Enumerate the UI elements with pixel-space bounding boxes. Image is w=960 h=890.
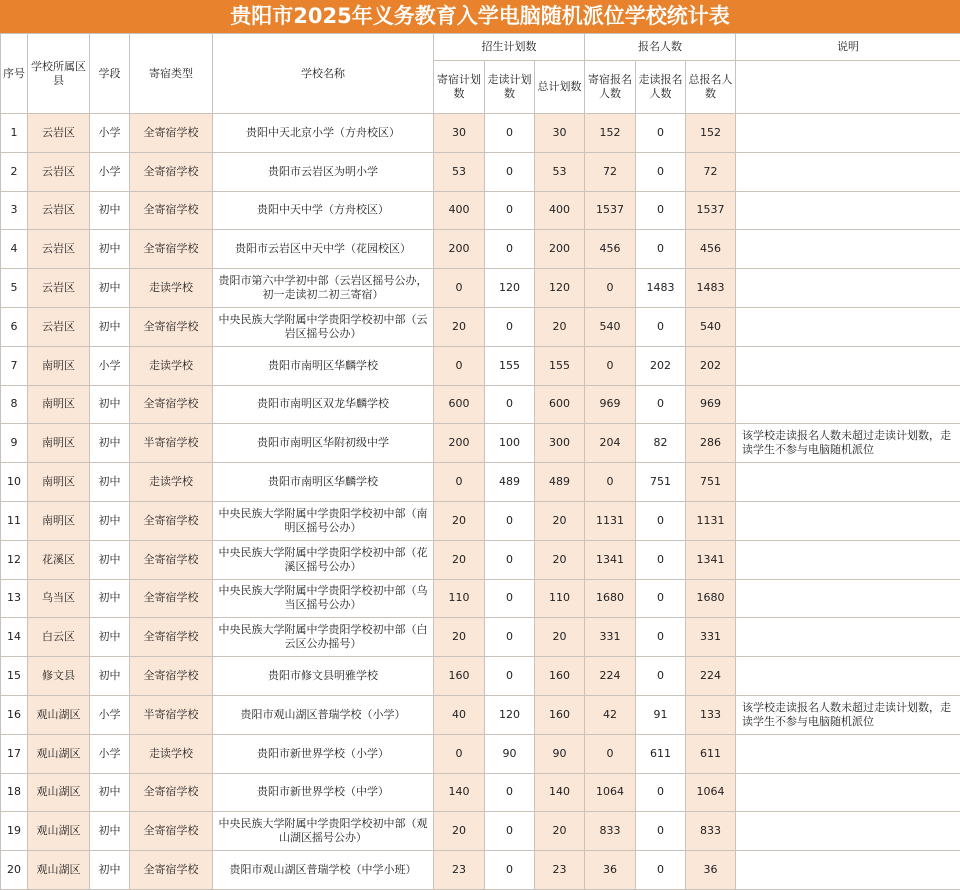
cell-plan-total: 489 [535,463,585,502]
header-seq: 序号 [1,34,28,114]
cell-note: 该学校走读报名人数未超过走读计划数，走读学生不参与电脑随机派位 [736,695,960,734]
cell-seq: 9 [1,424,28,463]
header-note-blank [736,61,960,114]
cell-reg-total: 1131 [686,501,736,540]
cell-reg-boarding: 331 [585,618,636,657]
table-row [1,424,960,463]
cell-plan-day: 0 [485,191,535,230]
cell-seq: 14 [1,618,28,657]
cell-stage: 初中 [90,501,130,540]
cell-boarding-type: 全寄宿学校 [130,230,213,269]
cell-stage: 初中 [90,385,130,424]
cell-boarding-type: 半寄宿学校 [130,695,213,734]
cell-reg-day: 0 [636,501,686,540]
cell-plan-total: 400 [535,191,585,230]
header-plan-boarding: 寄宿计划数 [434,61,485,114]
cell-reg-day: 0 [636,114,686,153]
cell-reg-day: 0 [636,385,686,424]
cell-stage: 初中 [90,463,130,502]
cell-reg-total: 611 [686,734,736,773]
cell-note [736,734,960,773]
cell-reg-boarding: 1341 [585,540,636,579]
cell-reg-total: 224 [686,657,736,696]
table-row [1,230,960,269]
cell-district: 南明区 [28,385,90,424]
cell-reg-boarding: 36 [585,851,636,890]
cell-plan-boarding: 20 [434,618,485,657]
table-body [1,114,960,890]
cell-school-name: 中央民族大学附属中学贵阳学校初中部（花溪区摇号公办） [213,540,434,579]
cell-reg-boarding: 42 [585,695,636,734]
table-row [1,540,960,579]
cell-school-name: 贵阳市修文县明雅学校 [213,657,434,696]
cell-reg-day: 91 [636,695,686,734]
cell-plan-boarding: 20 [434,540,485,579]
cell-boarding-type: 全寄宿学校 [130,657,213,696]
cell-school-name: 贵阳市新世界学校（中学） [213,773,434,812]
cell-note [736,501,960,540]
cell-reg-day: 0 [636,579,686,618]
cell-plan-day: 0 [485,114,535,153]
cell-plan-boarding: 53 [434,152,485,191]
cell-district: 白云区 [28,618,90,657]
cell-reg-boarding: 224 [585,657,636,696]
cell-plan-boarding: 20 [434,501,485,540]
header-plan-day: 走读计划数 [485,61,535,114]
cell-boarding-type: 全寄宿学校 [130,851,213,890]
cell-school-name: 贵阳中天中学（方舟校区） [213,191,434,230]
cell-plan-boarding: 20 [434,812,485,851]
cell-school-name: 贵阳中天北京小学（方舟校区） [213,114,434,153]
statistics-table [0,33,960,890]
cell-note [736,851,960,890]
header-plan-total: 总计划数 [535,61,585,114]
cell-boarding-type: 全寄宿学校 [130,773,213,812]
cell-seq: 16 [1,695,28,734]
cell-school-name: 贵阳市观山湖区普瑞学校（中学小班） [213,851,434,890]
cell-plan-day: 0 [485,385,535,424]
cell-plan-day: 0 [485,618,535,657]
cell-reg-day: 611 [636,734,686,773]
cell-district: 观山湖区 [28,773,90,812]
cell-plan-boarding: 140 [434,773,485,812]
cell-reg-total: 833 [686,812,736,851]
cell-district: 南明区 [28,501,90,540]
cell-school-name: 中央民族大学附属中学贵阳学校初中部（南明区摇号公办） [213,501,434,540]
cell-district: 南明区 [28,346,90,385]
cell-school-name: 中央民族大学附属中学贵阳学校初中部（白云区公办摇号） [213,618,434,657]
cell-reg-day: 0 [636,152,686,191]
table-row [1,695,960,734]
cell-school-name: 贵阳市南明区华麟学校 [213,346,434,385]
page-title: 贵阳市2025年义务教育入学电脑随机派位学校统计表 [0,0,960,33]
cell-plan-boarding: 40 [434,695,485,734]
header-stage: 学段 [90,34,130,114]
cell-seq: 8 [1,385,28,424]
cell-reg-boarding: 1064 [585,773,636,812]
cell-plan-boarding: 600 [434,385,485,424]
header-note: 说明 [736,34,960,61]
cell-plan-boarding: 160 [434,657,485,696]
cell-reg-day: 0 [636,773,686,812]
table-row [1,812,960,851]
cell-district: 云岩区 [28,114,90,153]
cell-reg-boarding: 0 [585,734,636,773]
cell-boarding-type: 走读学校 [130,269,213,308]
cell-boarding-type: 走读学校 [130,463,213,502]
header-registration-group: 报名人数 [585,34,736,61]
cell-boarding-type: 全寄宿学校 [130,385,213,424]
cell-seq: 6 [1,307,28,346]
cell-district: 花溪区 [28,540,90,579]
cell-plan-day: 0 [485,657,535,696]
cell-reg-day: 0 [636,191,686,230]
cell-note [736,346,960,385]
cell-stage: 初中 [90,851,130,890]
cell-stage: 小学 [90,695,130,734]
cell-seq: 20 [1,851,28,890]
cell-note [736,773,960,812]
cell-plan-boarding: 110 [434,579,485,618]
table-row [1,734,960,773]
header-reg-total: 总报名人数 [686,61,736,114]
table-row [1,501,960,540]
cell-district: 云岩区 [28,230,90,269]
cell-plan-day: 155 [485,346,535,385]
table-row [1,191,960,230]
cell-plan-day: 120 [485,695,535,734]
cell-school-name: 贵阳市观山湖区普瑞学校（小学） [213,695,434,734]
cell-note [736,657,960,696]
cell-reg-boarding: 0 [585,269,636,308]
cell-note [736,812,960,851]
cell-reg-total: 152 [686,114,736,153]
cell-plan-total: 20 [535,812,585,851]
cell-school-name: 贵阳市云岩区为明小学 [213,152,434,191]
cell-stage: 小学 [90,152,130,191]
header-boarding-type: 寄宿类型 [130,34,213,114]
cell-plan-day: 489 [485,463,535,502]
cell-plan-day: 0 [485,307,535,346]
cell-plan-boarding: 400 [434,191,485,230]
cell-reg-total: 1341 [686,540,736,579]
cell-reg-total: 751 [686,463,736,502]
cell-seq: 7 [1,346,28,385]
table-row [1,346,960,385]
cell-plan-day: 120 [485,269,535,308]
cell-note [736,114,960,153]
cell-plan-total: 53 [535,152,585,191]
cell-plan-total: 30 [535,114,585,153]
cell-stage: 初中 [90,307,130,346]
cell-plan-boarding: 30 [434,114,485,153]
cell-note: 该学校走读报名人数未超过走读计划数，走读学生不参与电脑随机派位 [736,424,960,463]
cell-note [736,463,960,502]
cell-boarding-type: 半寄宿学校 [130,424,213,463]
cell-plan-total: 160 [535,657,585,696]
cell-reg-total: 1483 [686,269,736,308]
cell-reg-total: 36 [686,851,736,890]
cell-seq: 3 [1,191,28,230]
cell-school-name: 中央民族大学附属中学贵阳学校初中部（乌当区摇号公办） [213,579,434,618]
cell-district: 观山湖区 [28,734,90,773]
cell-school-name: 贵阳市南明区双龙华麟学校 [213,385,434,424]
cell-plan-total: 120 [535,269,585,308]
cell-reg-total: 331 [686,618,736,657]
cell-school-name: 贵阳市南明区华麟学校 [213,463,434,502]
cell-plan-day: 0 [485,812,535,851]
cell-reg-total: 540 [686,307,736,346]
cell-school-name: 贵阳市南明区华附初级中学 [213,424,434,463]
cell-note [736,540,960,579]
cell-reg-boarding: 72 [585,152,636,191]
cell-reg-total: 286 [686,424,736,463]
cell-plan-day: 0 [485,152,535,191]
cell-plan-total: 600 [535,385,585,424]
cell-plan-total: 90 [535,734,585,773]
cell-reg-boarding: 456 [585,230,636,269]
cell-stage: 初中 [90,230,130,269]
cell-seq: 13 [1,579,28,618]
cell-plan-total: 140 [535,773,585,812]
cell-stage: 小学 [90,346,130,385]
cell-plan-total: 20 [535,501,585,540]
table-row [1,579,960,618]
cell-reg-boarding: 152 [585,114,636,153]
cell-plan-total: 160 [535,695,585,734]
cell-boarding-type: 全寄宿学校 [130,152,213,191]
cell-plan-boarding: 200 [434,424,485,463]
cell-reg-day: 0 [636,230,686,269]
cell-note [736,385,960,424]
cell-seq: 11 [1,501,28,540]
cell-reg-total: 1537 [686,191,736,230]
cell-plan-total: 23 [535,851,585,890]
cell-note [736,152,960,191]
cell-school-name: 中央民族大学附属中学贵阳学校初中部（观山湖区摇号公办） [213,812,434,851]
cell-reg-total: 1064 [686,773,736,812]
cell-district: 云岩区 [28,191,90,230]
cell-note [736,618,960,657]
cell-seq: 15 [1,657,28,696]
cell-note [736,230,960,269]
cell-seq: 17 [1,734,28,773]
cell-note [736,307,960,346]
cell-boarding-type: 全寄宿学校 [130,191,213,230]
header-school-name: 学校名称 [213,34,434,114]
cell-boarding-type: 全寄宿学校 [130,307,213,346]
table-row [1,385,960,424]
cell-plan-day: 0 [485,230,535,269]
cell-plan-day: 0 [485,501,535,540]
cell-district: 观山湖区 [28,812,90,851]
cell-seq: 12 [1,540,28,579]
cell-reg-day: 0 [636,540,686,579]
cell-plan-boarding: 0 [434,463,485,502]
cell-reg-boarding: 1680 [585,579,636,618]
cell-plan-day: 100 [485,424,535,463]
cell-school-name: 贵阳市新世界学校（小学） [213,734,434,773]
cell-plan-boarding: 0 [434,346,485,385]
cell-reg-day: 0 [636,618,686,657]
cell-stage: 初中 [90,579,130,618]
cell-plan-boarding: 20 [434,307,485,346]
cell-boarding-type: 走读学校 [130,346,213,385]
cell-plan-boarding: 23 [434,851,485,890]
header-reg-boarding: 寄宿报名人数 [585,61,636,114]
cell-seq: 5 [1,269,28,308]
cell-school-name: 中央民族大学附属中学贵阳学校初中部（云岩区摇号公办） [213,307,434,346]
cell-district: 观山湖区 [28,851,90,890]
cell-plan-day: 0 [485,540,535,579]
cell-note [736,579,960,618]
cell-seq: 19 [1,812,28,851]
cell-stage: 初中 [90,269,130,308]
cell-stage: 初中 [90,191,130,230]
cell-plan-total: 20 [535,540,585,579]
cell-reg-boarding: 540 [585,307,636,346]
cell-note [736,269,960,308]
cell-stage: 初中 [90,773,130,812]
cell-boarding-type: 全寄宿学校 [130,540,213,579]
cell-reg-boarding: 1537 [585,191,636,230]
header-district: 学校所属区县 [28,34,90,114]
cell-boarding-type: 全寄宿学校 [130,501,213,540]
cell-reg-day: 0 [636,812,686,851]
cell-district: 云岩区 [28,269,90,308]
cell-reg-boarding: 204 [585,424,636,463]
cell-district: 修文县 [28,657,90,696]
cell-reg-boarding: 1131 [585,501,636,540]
cell-reg-boarding: 969 [585,385,636,424]
table-row [1,269,960,308]
cell-reg-day: 0 [636,851,686,890]
cell-stage: 初中 [90,424,130,463]
cell-stage: 初中 [90,657,130,696]
cell-boarding-type: 全寄宿学校 [130,114,213,153]
cell-boarding-type: 全寄宿学校 [130,579,213,618]
cell-plan-boarding: 200 [434,230,485,269]
cell-plan-total: 300 [535,424,585,463]
header-reg-day: 走读报名人数 [636,61,686,114]
cell-plan-day: 0 [485,851,535,890]
cell-plan-day: 90 [485,734,535,773]
cell-seq: 4 [1,230,28,269]
cell-plan-day: 0 [485,773,535,812]
table-row [1,307,960,346]
cell-reg-boarding: 833 [585,812,636,851]
cell-plan-boarding: 0 [434,734,485,773]
cell-reg-day: 0 [636,307,686,346]
cell-reg-day: 82 [636,424,686,463]
table-row [1,851,960,890]
cell-school-name: 贵阳市第六中学初中部（云岩区摇号公办，初一走读初二初三寄宿） [213,269,434,308]
cell-stage: 小学 [90,114,130,153]
cell-reg-total: 969 [686,385,736,424]
cell-reg-total: 202 [686,346,736,385]
cell-district: 云岩区 [28,152,90,191]
cell-boarding-type: 走读学校 [130,734,213,773]
cell-reg-day: 202 [636,346,686,385]
table-row [1,618,960,657]
cell-boarding-type: 全寄宿学校 [130,618,213,657]
cell-reg-boarding: 0 [585,463,636,502]
cell-district: 云岩区 [28,307,90,346]
cell-school-name: 贵阳市云岩区中天中学（花园校区） [213,230,434,269]
cell-stage: 初中 [90,618,130,657]
table-row [1,152,960,191]
cell-stage: 初中 [90,812,130,851]
cell-district: 南明区 [28,424,90,463]
cell-seq: 1 [1,114,28,153]
table-row [1,114,960,153]
cell-reg-total: 133 [686,695,736,734]
cell-reg-day: 0 [636,657,686,696]
cell-note [736,191,960,230]
cell-plan-total: 110 [535,579,585,618]
cell-seq: 18 [1,773,28,812]
cell-plan-total: 20 [535,618,585,657]
cell-reg-day: 751 [636,463,686,502]
cell-district: 南明区 [28,463,90,502]
cell-plan-day: 0 [485,579,535,618]
cell-district: 乌当区 [28,579,90,618]
header-plan-group: 招生计划数 [434,34,585,61]
cell-stage: 初中 [90,540,130,579]
cell-reg-total: 1680 [686,579,736,618]
cell-reg-total: 72 [686,152,736,191]
cell-district: 观山湖区 [28,695,90,734]
table-row [1,773,960,812]
table-row [1,463,960,502]
cell-boarding-type: 全寄宿学校 [130,812,213,851]
cell-plan-boarding: 0 [434,269,485,308]
table-row [1,657,960,696]
cell-reg-total: 456 [686,230,736,269]
cell-plan-total: 200 [535,230,585,269]
cell-plan-total: 20 [535,307,585,346]
table-header [1,34,960,114]
cell-reg-boarding: 0 [585,346,636,385]
cell-seq: 2 [1,152,28,191]
cell-reg-day: 1483 [636,269,686,308]
cell-plan-total: 155 [535,346,585,385]
cell-stage: 小学 [90,734,130,773]
cell-seq: 10 [1,463,28,502]
